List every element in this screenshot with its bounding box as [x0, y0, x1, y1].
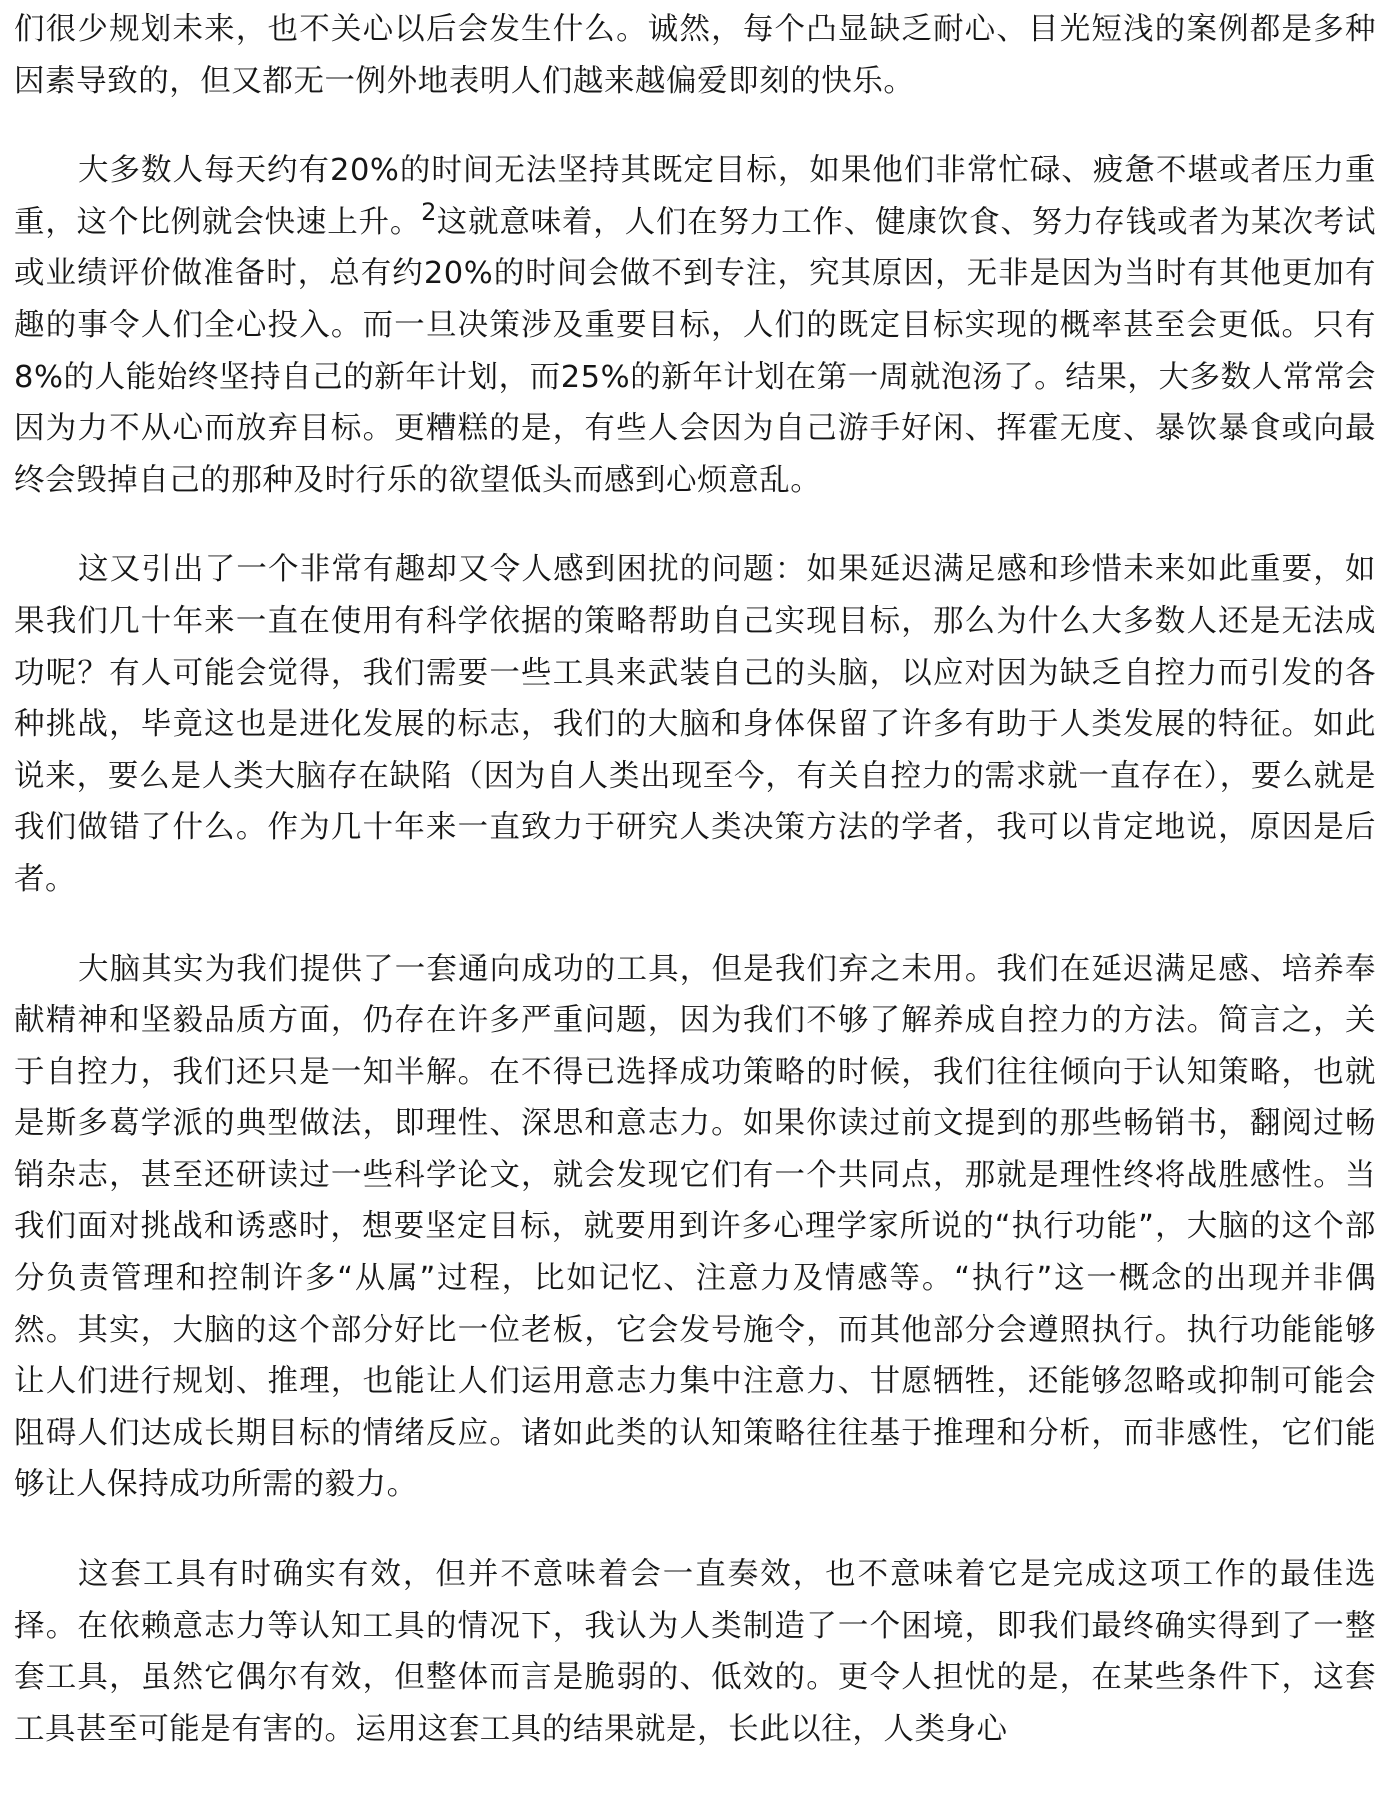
book-page	[14, 4, 1376, 1794]
paragraph-3-text: 这又引出了一个非常有趣却又令人感到困扰的问题：如果延迟满足感和珍惜未来如此重要，如果我们几十年来一直在使用有科学依据的策略帮助自己实现目标，那么为什么大多数人还是无法成功呢？有人可能会觉得，我们需要一些工具来武装自己的头脑，以应对因为缺乏自控力而引发的各种挑战，毕竟这也是进化发展的标志，我们的大脑和身体保留了许多有助于人类发展的特征。如此说来，要么是人类大脑存在缺陷（因为自人类出现至今，有关自控力的需求就一直存在），要么就是我们做错了什么。作为几十年来一直致力于研究人类决策方法的学者，我可以肯定地说，原因是后者。	[14, 552, 1376, 897]
paragraph-1	[14, 4, 1376, 107]
paragraph-2-text-a: 大多数人每天约有20%的时间无法坚持其既定目标，如果他们非常忙碌、疲惫不堪或者压力重重，这个比例就会快速上升。	[14, 153, 1376, 240]
paragraph-5-text: 这套工具有时确实有效，但并不意味着会一直奏效，也不意味着它是完成这项工作的最佳选择。在依赖意志力等认知工具的情况下，我认为人类制造了一个困境，即我们最终确实得到了一整套工具，虽然它偶尔有效，但整体而言是脆弱的、低效的。更令人担忧的是，在某些条件下，这套工具甚至可能是有害的。运用这套工具的结果就是，长此以往，人类身心	[14, 1557, 1376, 1747]
paragraph-4	[14, 944, 1376, 1512]
footnote-reference[interactable]: 2	[421, 197, 437, 226]
paragraph-5	[14, 1549, 1376, 1755]
paragraph-2-text-b: 这就意味着，人们在努力工作、健康饮食、努力存钱或者为某次考试或业绩评价做准备时，总有约20%的时间会做不到专注，究其原因，无非是因为当时有其他更加有趣的事令人们全心投入。而一旦决策涉及重要目标，人们的既定目标实现的概率甚至会更低。只有8%的人能始终坚持自己的新年计划，而25%的新年计划在第一周就泡汤了。结果，大多数人常常会因为力不从心而放弃目标。更糟糕的是，有些人会因为自己游手好闲、挥霍无度、暴饮暴食或向最终会毁掉自己的那种及时行乐的欲望低头而感到心烦意乱。	[14, 204, 1376, 498]
paragraph-1-text: 们很少规划未来，也不关心以后会发生什么。诚然，每个凸显缺乏耐心、目光短浅的案例都是多种因素导致的，但又都无一例外地表明人们越来越偏爱即刻的快乐。	[14, 12, 1376, 99]
paragraph-3	[14, 544, 1376, 905]
paragraph-4-text: 大脑其实为我们提供了一套通向成功的工具，但是我们弃之未用。我们在延迟满足感、培养奉献精神和坚毅品质方面，仍存在许多严重问题，因为我们不够了解养成自控力的方法。简言之，关于自控力，我们还只是一知半解。在不得已选择成功策略的时候，我们往往倾向于认知策略，也就是斯多葛学派的典型做法，即理性、深思和意志力。如果你读过前文提到的那些畅销书，翻阅过畅销杂志，甚至还研读过一些科学论文，就会发现它们有一个共同点，那就是理性终将战胜感性。当我们面对挑战和诱惑时，想要坚定目标，就要用到许多心理学家所说的“执行功能”，大脑的这个部分负责管理和控制许多“从属”过程，比如记忆、注意力及情感等。“执行”这一概念的出现并非偶然。其实，大脑的这个部分好比一位老板，它会发号施令，而其他部分会遵照执行。执行功能能够让人们进行规划、推理，也能让人们运用意志力集中注意力、甘愿牺牲，还能够忽略或抑制可能会阻碍人们达成长期目标的情绪反应。诸如此类的认知策略往往基于推理和分析，而非感性，它们能够让人保持成功所需的毅力。	[14, 951, 1376, 1503]
paragraph-2	[14, 145, 1376, 506]
